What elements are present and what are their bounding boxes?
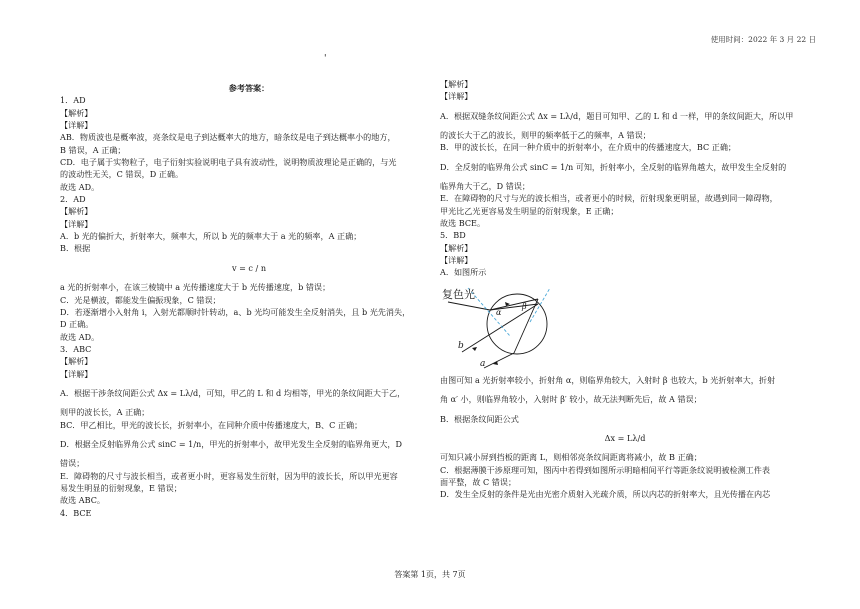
answer-line: CD．电子属于实物粒子，电子衍射实验说明电子具有波动性，说明物质波理论是正确的，与光 [60,157,397,168]
answer-line: a 光的折射率小，在该三棱镜中 a 光传播速度大于 b 光传播速度，b 错误； [60,282,331,293]
fiber-circle [487,294,547,354]
answer-line: E．障碍物的尺寸与波长相当，或者更小时，更容易发生衍射，因为甲的波长长，所以甲光更容 [60,470,398,481]
answer-line: 【详解】 [60,120,93,131]
answer-line: 5．BD [440,230,466,241]
answer-line: A．根据干涉条纹间距公式 Δx = Lλ/d，可知，甲乙的 L 和 d 均相等，甲光的条纹间距大于乙， [60,387,406,398]
answer-line: 【解析】 [60,206,93,217]
answer-line: 甲光比乙光更容易发生明显的衍射现象，E 正确； [440,205,619,216]
answer-line: BC．甲乙相比，甲光的波长长，折射率小，在同种介质中传播速度大，B、C 正确； [60,419,363,430]
label-a: a [480,358,486,369]
answer-line: 错误； [60,458,85,469]
answer-line: 的波动性无关，C 错误，D 正确。 [60,169,184,180]
answer-line: B．根据 [60,243,91,254]
answer-line: D．发生全反射的条件是光由光密介质射入光疏介质，所以内芯的折射率大，且光传播在内芯 [440,489,771,500]
left-column [60,82,438,519]
right-column [440,78,810,501]
answer-line: 【详解】 [440,255,473,266]
page-footer: 答案第 1页，共 7页 [394,570,466,579]
answer-line: A．b 光的偏折大，折射率大，频率大，所以 b 光的频率大于 a 光的频率，A 正确； [60,231,362,242]
label-beta: β [522,301,527,311]
answer-line: B．根据条纹间距公式 [440,413,519,424]
incident-ray [448,302,490,310]
answer-line: 4．BCE [60,507,92,518]
answer-line: 则甲的波长长，A 正确； [60,407,150,418]
exit-ray-a [484,353,514,368]
answer-line: 故选 BCE。 [440,218,486,229]
answer-line: D．全反射的临界角公式 sinC = 1/n 可知，折射率小，全反射的临界角越大，故甲发生全反射的 [440,161,787,172]
answer-line: 【解析】 [60,107,93,118]
answer-line: 2．AD [60,194,86,205]
refraction-diagram [440,282,590,372]
answer-line: B．甲的波长长，在同一种介质中的折射率小，在介质中的传播速度大，BC 正确； [440,142,737,153]
answer-line: 面平整，故 C 错误； [440,476,517,487]
label-b: b [458,340,464,351]
answer-line: 由图可知 a 光折射率较小，折射角 α，则临界角较大，入射时 β 也较大，b 光折射率大，折射 [440,374,776,385]
answer-line: 易发生明显的衍射现象，E 错误； [60,482,182,493]
stray-mark: ' [324,54,327,64]
answer-line: 可知只减小屏到挡板的距离 L，则相邻亮条纹间距离将减小，故 B 正确； [440,452,702,463]
answer-line: 【详解】 [440,91,473,102]
arrow-icon [472,347,477,351]
label-alpha: α [496,307,502,317]
answer-line: 1．AD [60,95,86,106]
answer-line: A．如图所示 [440,267,487,278]
answer-line: D．若逐渐增小入射角 i，入射光都顺时针转动，a、b 光均可能发生全反射消失，且 b 光先消失， [60,306,411,317]
answer-line: 【解析】 [440,79,473,89]
formula-fringe: Δx = Lλ/d [604,432,646,443]
answer-line: 的波长大于乙的波长，则甲的频率低于乙的频率，A 错误； [440,130,651,141]
answer-line: C．根据薄膜干涉原理可知，图丙中若得到如图所示明暗相间平行等距条纹说明被检测工件表 [440,464,770,475]
answer-line: C．光是横波，都能发生偏振现象，C 错误； [60,294,221,305]
answer-line: B 错误，A 正确； [60,144,126,155]
answer-line: D．根据全反射临界角公式 sinC = 1/n，甲光的折射率小，故甲光发生全反射的临界角更大，D [60,438,402,449]
usage-date: 使用时间：2022 年 3 月 22 日 [710,35,816,44]
answer-line: A．根据双缝条纹间距公式 Δx = Lλ/d，题目可知甲、乙的 L 和 d 一样，甲的条纹间距大，所以甲 [440,110,794,121]
label-fuse: 复色光 [442,287,475,301]
answer-line: 故选 AD。 [60,331,100,342]
answer-line: AB．物质波也是概率波，亮条纹是电子到达概率大的地方，暗条纹是电子到达概率小的地方， [60,132,396,143]
answer-line: 角 α′ 小，则临界角较小，入射时 β′ 较小，故无法判断先后，故 A 错误； [440,394,702,405]
answer-line: 临界角大于乙，D 错误； [440,181,531,192]
answer-line: 【解析】 [440,242,473,253]
answer-line: D 正确。 [60,319,94,330]
answer-line: 3．ABC [60,343,92,354]
answer-title: 参考答案： [228,83,270,93]
answer-line: 【解析】 [60,356,93,367]
answer-line: 故选 ABC。 [60,495,105,506]
answer-line: 故选 AD。 [60,181,100,192]
answer-line: E．在障碍物的尺寸与光的波长相当，或者更小的时候，衍射现象更明显，故遇到同一障碍物， [440,193,778,204]
answer-line: 【详解】 [60,368,93,379]
formula-speed: v = c / n [231,262,267,273]
answer-line: 【详解】 [60,218,93,229]
